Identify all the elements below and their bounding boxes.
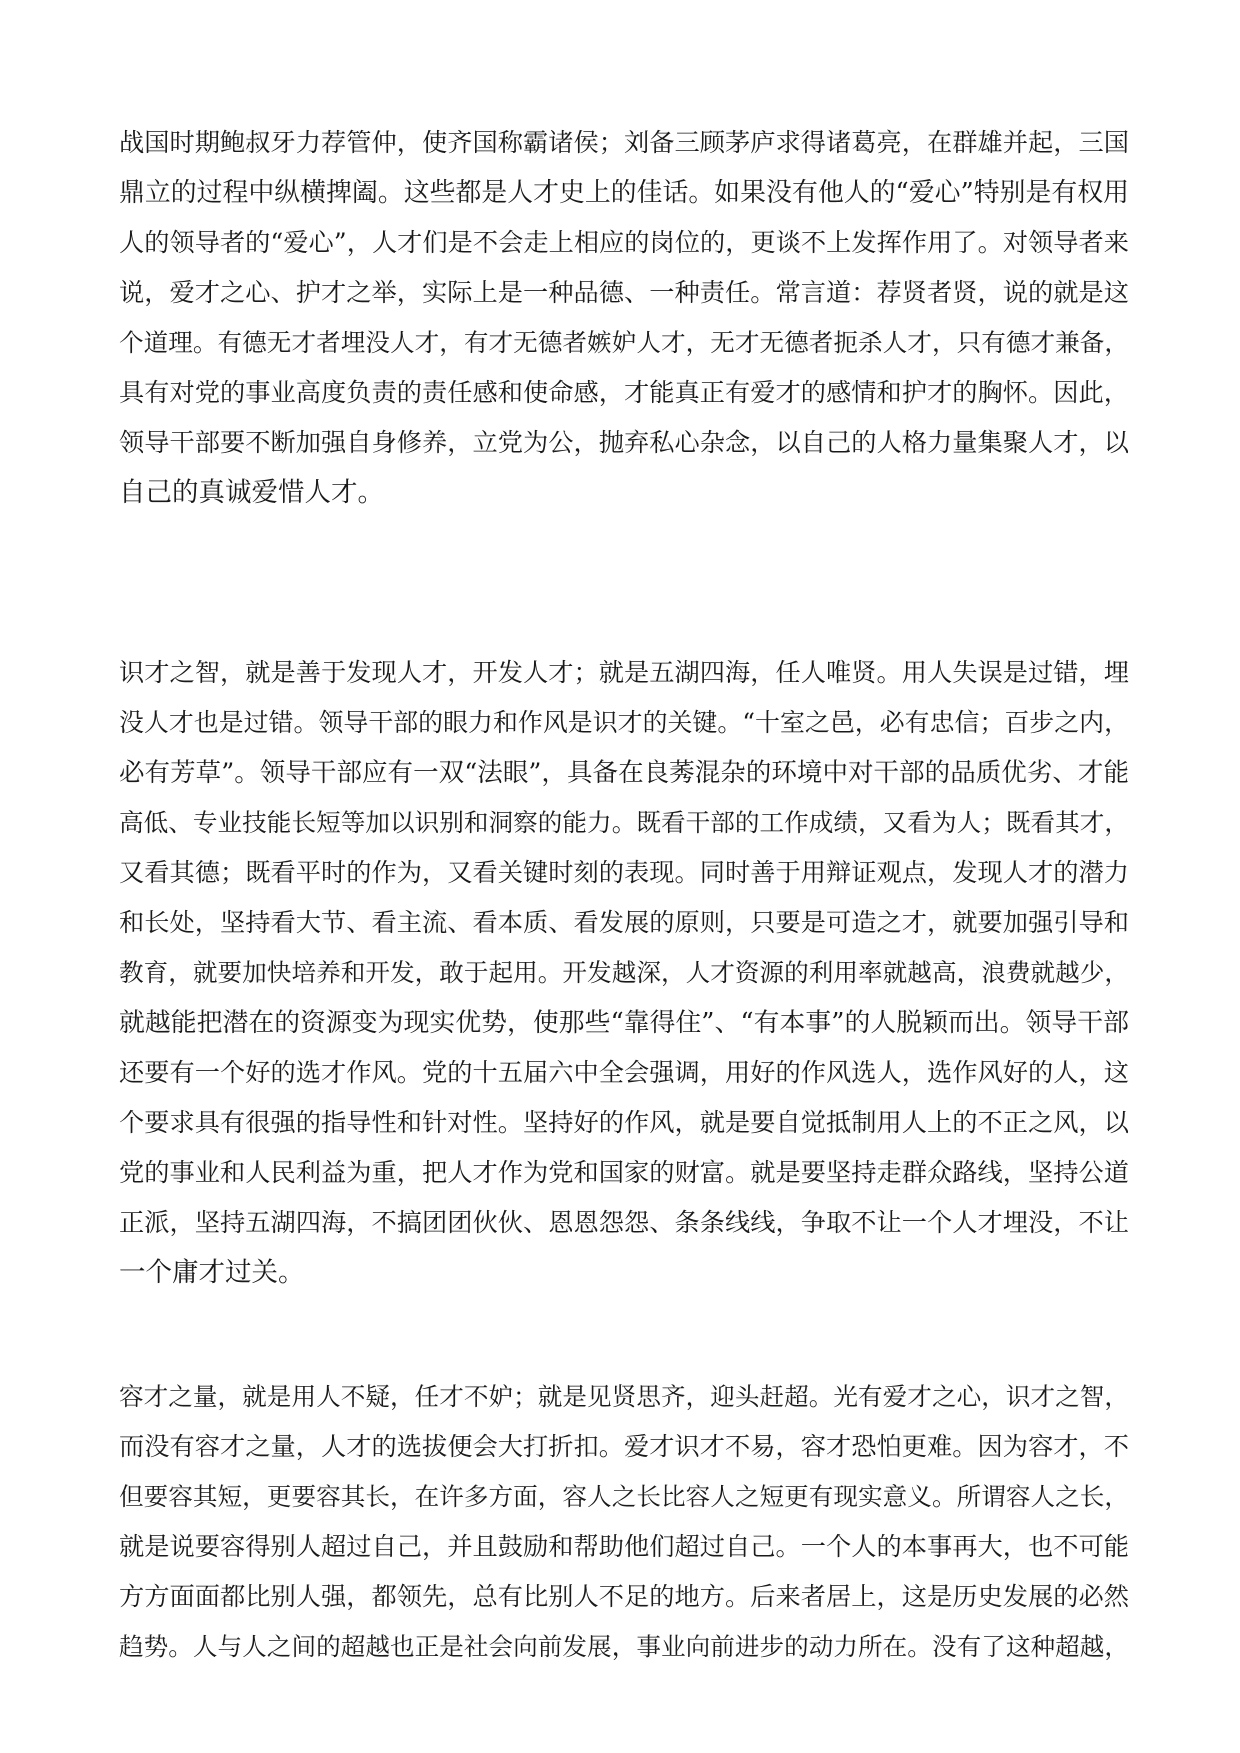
text-line: 趋势。人与人之间的超越也正是社会向前发展，事业向前进步的动力所在。没有了这种超越，	[119, 1632, 1129, 1661]
text-line: 战国时期鲍叔牙力荐管仲，使齐国称霸诸侯；刘备三顾茅庐求得诸葛亮，在群雄并起，三国	[119, 128, 1129, 157]
text-line: 一个庸才过关。	[119, 1257, 305, 1288]
text-line: 还要有一个好的选才作风。党的十五届六中全会强调，用好的作风选人，选作风好的人，这	[119, 1058, 1129, 1087]
text-line: 容才之量，就是用人不疑，任才不妒；就是见贤思齐，迎头赶超。光有爱才之心，识才之智，	[119, 1382, 1129, 1411]
paragraph-recognize-talent	[119, 648, 1129, 1298]
paragraph-tolerate-talent	[119, 1372, 1129, 1672]
text-line: 识才之智，就是善于发现人才，开发人才；就是五湖四海，任人唯贤。用人失误是过错，埋	[119, 658, 1129, 687]
text-line: 又看其德；既看平时的作为，又看关键时刻的表现。同时善于用辩证观点，发现人才的潜力	[119, 858, 1129, 887]
text-line: 但要容其短，更要容其长，在许多方面，容人之长比容人之短更有现实意义。所谓容人之长，	[119, 1482, 1129, 1511]
text-line: 方方面面都比别人强，都领先，总有比别人不足的地方。后来者居上，这是历史发展的必然	[119, 1582, 1129, 1611]
text-line: 高低、专业技能长短等加以识别和洞察的能力。既看干部的工作成绩，又看为人；既看其才，	[119, 808, 1129, 837]
text-line: 教育，就要加快培养和开发，敢于起用。开发越深，人才资源的利用率就越高，浪费就越少，	[119, 958, 1129, 987]
text-line: 领导干部要不断加强自身修养，立党为公，抛弃私心杂念，以自己的人格力量集聚人才，以	[119, 428, 1129, 457]
text-line: 就是说要容得别人超过自己，并且鼓励和帮助他们超过自己。一个人的本事再大，也不可能	[119, 1532, 1129, 1561]
text-line: 鼎立的过程中纵横捭阖。这些都是人才史上的佳话。如果没有他人的“爱心”特别是有权用	[119, 178, 1129, 208]
text-line: 就越能把潜在的资源变为现实优势，使那些“靠得住”、“有本事”的人脱颖而出。领导干部	[119, 1008, 1129, 1038]
text-line: 人的领导者的“爱心”，人才们是不会走上相应的岗位的，更谈不上发挥作用了。对领导者来	[119, 228, 1129, 257]
text-line: 和长处，坚持看大节、看主流、看本质、看发展的原则，只要是可造之才，就要加强引导和	[119, 908, 1129, 937]
text-line: 自己的真诚爱惜人才。	[119, 477, 384, 508]
text-line: 没人才也是过错。领导干部的眼力和作风是识才的关键。“十室之邑，必有忠信；百步之内，	[119, 708, 1129, 737]
text-line: 具有对党的事业高度负责的责任感和使命感，才能真正有爱才的感情和护才的胸怀。因此，	[119, 378, 1129, 407]
text-line: 必有芳草”。领导干部应有一双“法眼”，具备在良莠混杂的环境中对干部的品质优劣、才能	[119, 758, 1129, 788]
text-line: 说，爱才之心、护才之举，实际上是一种品德、一种责任。常言道：荐贤者贤，说的就是这	[119, 278, 1129, 307]
paragraph-cherish-talent	[119, 118, 1129, 518]
text-line: 党的事业和人民利益为重，把人才作为党和国家的财富。就是要坚持走群众路线，坚持公道	[119, 1158, 1129, 1187]
text-line: 正派，坚持五湖四海，不搞团团伙伙、恩恩怨怨、条条线线，争取不让一个人才埋没，不让	[119, 1208, 1129, 1237]
text-line: 而没有容才之量，人才的选拔便会大打折扣。爱才识才不易，容才恐怕更难。因为容才，不	[119, 1432, 1129, 1461]
text-line: 个要求具有很强的指导性和针对性。坚持好的作风，就是要自觉抵制用人上的不正之风，以	[119, 1108, 1129, 1137]
text-line: 个道理。有德无才者埋没人才，有才无德者嫉妒人才，无才无德者扼杀人才，只有德才兼备，	[119, 328, 1129, 357]
